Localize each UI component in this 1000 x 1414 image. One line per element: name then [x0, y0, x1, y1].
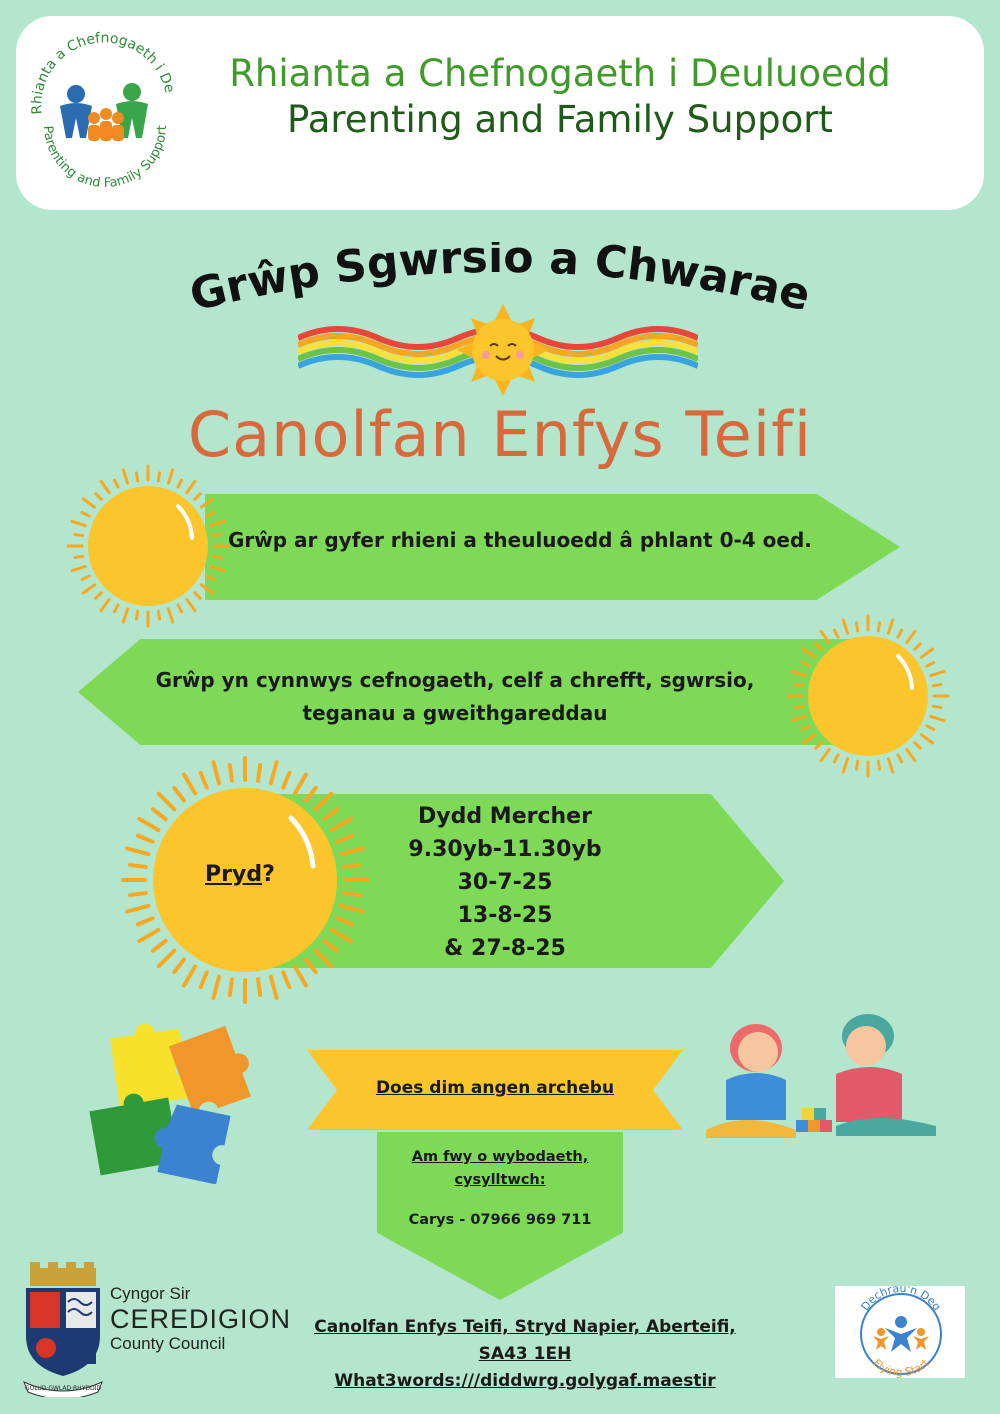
includes-line-1: Grŵp yn cynnwys cefnogaeth, celf a chrefft, sgwrsio, — [155, 668, 755, 692]
sun-icon — [66, 464, 230, 628]
schedule-details — [400, 800, 610, 965]
svg-text:GOLUD·GWLAD·RHYDDID: GOLUD·GWLAD·RHYDDID — [24, 1385, 102, 1392]
what3words-link[interactable]: What3words:///diddwrg.golygaf.maestir — [334, 1371, 716, 1391]
booking-note: Does dim angen archebu — [375, 1078, 615, 1098]
logo-parent-blue-icon — [67, 85, 85, 103]
children-playing-illustration — [696, 1000, 946, 1150]
svg-text:Rhianta a Chefnogaeth i Deuluo — [30, 26, 177, 115]
schedule-date: 30-7-25 — [457, 870, 553, 895]
schedule-day: Dydd Mercher — [418, 804, 592, 829]
council-line-3: County Council — [110, 1334, 226, 1353]
contact-phone: Carys - 07966 969 711 — [408, 1212, 592, 1228]
address-line-1: Canolfan Enfys Teifi, Stryd Napier, Aberteifi, — [314, 1317, 736, 1337]
contact-label: Am fwy o wybodaeth, cysylltwch: — [411, 1149, 589, 1188]
schedule-time: 9.30yb-11.30yb — [408, 837, 602, 862]
rainbow-sun-illustration — [298, 300, 698, 400]
council-line-1: Cyngor Sir — [110, 1284, 191, 1303]
schedule-date: 13-8-25 — [457, 903, 553, 928]
includes-text — [130, 664, 780, 730]
sun-icon — [786, 614, 950, 778]
logo-arc-welsh: Rhianta a Chefnogaeth i De — [30, 30, 178, 115]
council-line-2: CEREDIGION — [110, 1304, 292, 1334]
svg-text:Dechrau'n Deg: Dechrau'n Deg — [858, 1286, 944, 1314]
includes-line-2: teganau a gweithgareddau — [302, 701, 608, 725]
header-title-welsh: Rhianta a Chefnogaeth i Deuluoedd — [229, 52, 891, 95]
flying-start-logo — [835, 1286, 965, 1378]
when-label: Pryd? — [205, 862, 275, 887]
venue-address — [300, 1314, 750, 1395]
event-title: Grŵp Sgwrsio a Chwarae — [184, 242, 816, 322]
logo-parent-green-icon — [123, 83, 141, 101]
puzzle-pieces-illustration — [84, 1014, 264, 1184]
parenting-logo — [30, 26, 180, 196]
schedule-date: & 27-8-25 — [444, 936, 566, 961]
smiling-sun-icon — [472, 319, 534, 381]
header-title-english: Parenting and Family Support — [287, 98, 833, 141]
svg-text:Flying Start: Flying Start — [870, 1356, 932, 1378]
venue-name: Canolfan Enfys Teifi — [187, 398, 813, 471]
audience-text: Grŵp ar gyfer rhieni a theuluoedd â phlant 0-4 oed. — [228, 528, 812, 552]
council-name — [110, 1284, 291, 1354]
child-figure-icon — [895, 1316, 907, 1328]
logo-arc-english: Parenting and Family Support — [39, 124, 171, 192]
logo-body-blue-icon — [60, 103, 92, 138]
address-line-2: SA43 1EH — [478, 1344, 572, 1364]
